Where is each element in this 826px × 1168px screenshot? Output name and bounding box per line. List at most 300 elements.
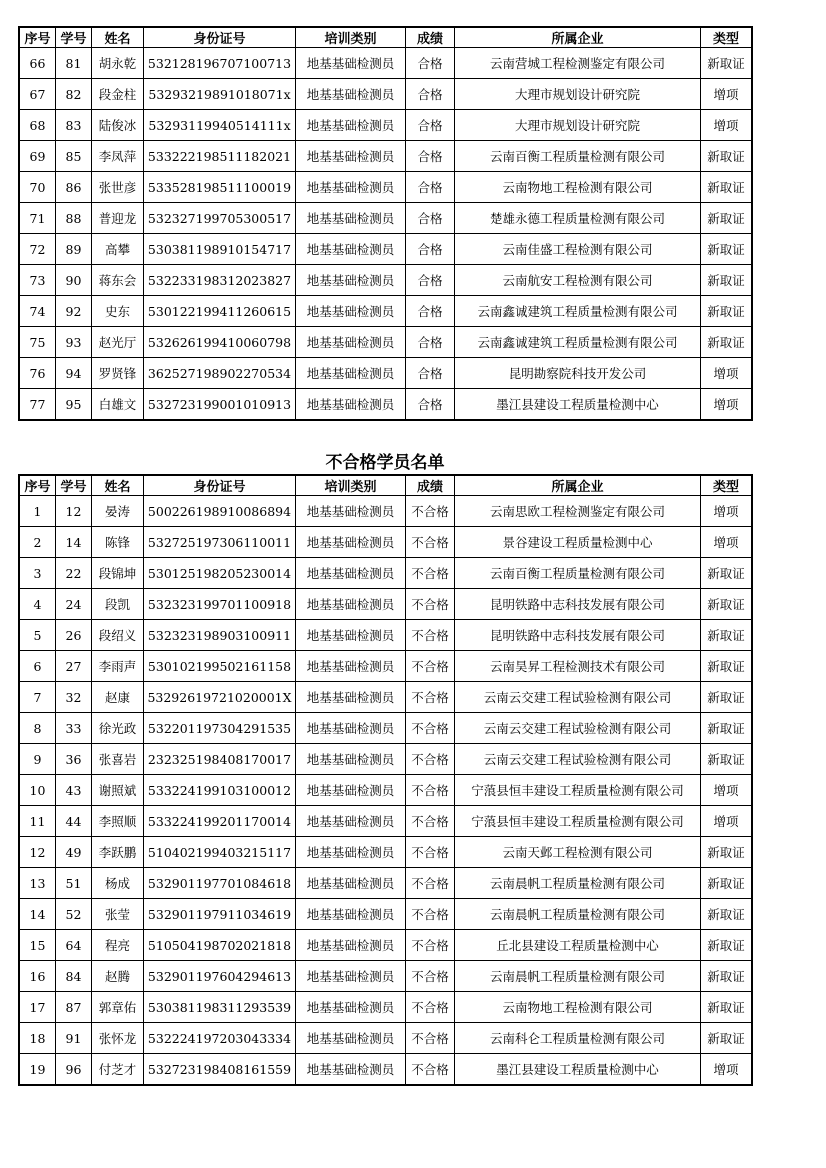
result-cell: 不合格	[406, 589, 455, 620]
seq-cell: 19	[20, 1054, 56, 1085]
company-cell: 云南晨帆工程质量检测有限公司	[455, 899, 701, 930]
name-cell: 胡永乾	[92, 48, 144, 79]
training-category-cell: 地基基础检测员	[296, 358, 406, 389]
student-no-cell: 88	[56, 203, 92, 234]
student-no-cell: 52	[56, 899, 92, 930]
name-cell: 张世彦	[92, 172, 144, 203]
table-row	[20, 620, 752, 651]
seq-cell: 75	[20, 327, 56, 358]
seq-cell: 2	[20, 527, 56, 558]
header-seq: 序号	[20, 476, 56, 496]
table-row	[20, 651, 752, 682]
header-seq: 序号	[20, 28, 56, 48]
student-no-cell: 95	[56, 389, 92, 420]
id-number-cell: 232325198408170017	[144, 744, 296, 775]
failed-list-title: 不合格学员名单	[325, 453, 445, 473]
training-category-cell: 地基基础检测员	[296, 775, 406, 806]
seq-cell: 71	[20, 203, 56, 234]
name-cell: 张喜岩	[92, 744, 144, 775]
id-number-cell: 532901197701084618	[144, 868, 296, 899]
id-number-cell: 530125198205230014	[144, 558, 296, 589]
seq-cell: 67	[20, 79, 56, 110]
training-category-cell: 地基基础检测员	[296, 1054, 406, 1085]
company-cell: 昆明铁路中志科技发展有限公司	[455, 620, 701, 651]
header-name: 姓名	[92, 28, 144, 48]
result-cell: 不合格	[406, 1054, 455, 1085]
id-number-cell: 533224199103100012	[144, 775, 296, 806]
table-row	[20, 48, 752, 79]
result-cell: 合格	[406, 358, 455, 389]
seq-cell: 3	[20, 558, 56, 589]
id-number-cell: 533222198511182021	[144, 141, 296, 172]
training-category-cell: 地基基础检测员	[296, 992, 406, 1023]
training-category-cell: 地基基础检测员	[296, 110, 406, 141]
table-row	[20, 682, 752, 713]
name-cell: 陈锋	[92, 527, 144, 558]
training-category-cell: 地基基础检测员	[296, 930, 406, 961]
student-no-cell: 32	[56, 682, 92, 713]
type-cell: 新取证	[701, 296, 752, 327]
student-no-cell: 81	[56, 48, 92, 79]
table-row	[20, 775, 752, 806]
table-row	[20, 558, 752, 589]
name-cell: 史东	[92, 296, 144, 327]
seq-cell: 4	[20, 589, 56, 620]
seq-cell: 70	[20, 172, 56, 203]
type-cell: 增项	[701, 775, 752, 806]
id-number-cell: 530102199502161158	[144, 651, 296, 682]
id-number-cell: 533224199201170014	[144, 806, 296, 837]
result-cell: 合格	[406, 265, 455, 296]
type-cell: 增项	[701, 79, 752, 110]
id-number-cell: 510504198702021818	[144, 930, 296, 961]
name-cell: 罗贤锋	[92, 358, 144, 389]
name-cell: 李雨声	[92, 651, 144, 682]
name-cell: 郭章佑	[92, 992, 144, 1023]
training-category-cell: 地基基础检测员	[296, 172, 406, 203]
name-cell: 高攀	[92, 234, 144, 265]
training-category-cell: 地基基础检测员	[296, 558, 406, 589]
name-cell: 李跃鹏	[92, 837, 144, 868]
name-cell: 付芝才	[92, 1054, 144, 1085]
id-number-cell: 53293119940514111x	[144, 110, 296, 141]
id-number-cell: 532901197911034619	[144, 899, 296, 930]
result-cell: 合格	[406, 327, 455, 358]
training-category-cell: 地基基础检测员	[296, 48, 406, 79]
name-cell: 张怀龙	[92, 1023, 144, 1054]
training-category-cell: 地基基础检测员	[296, 496, 406, 527]
company-cell: 云南天邺工程检测有限公司	[455, 837, 701, 868]
name-cell: 赵康	[92, 682, 144, 713]
student-no-cell: 91	[56, 1023, 92, 1054]
result-cell: 合格	[406, 141, 455, 172]
name-cell: 段锦坤	[92, 558, 144, 589]
student-no-cell: 82	[56, 79, 92, 110]
result-cell: 不合格	[406, 496, 455, 527]
seq-cell: 66	[20, 48, 56, 79]
company-cell: 云南思欧工程检测鉴定有限公司	[455, 496, 701, 527]
training-category-cell: 地基基础检测员	[296, 589, 406, 620]
student-no-cell: 24	[56, 589, 92, 620]
id-number-cell: 53293219891018071x	[144, 79, 296, 110]
type-cell: 新取证	[701, 682, 752, 713]
student-no-cell: 44	[56, 806, 92, 837]
type-cell: 新取证	[701, 837, 752, 868]
name-cell: 徐光政	[92, 713, 144, 744]
seq-cell: 12	[20, 837, 56, 868]
student-no-cell: 93	[56, 327, 92, 358]
table-row	[20, 79, 752, 110]
seq-cell: 72	[20, 234, 56, 265]
seq-cell: 5	[20, 620, 56, 651]
id-number-cell: 53292619721020001X	[144, 682, 296, 713]
training-category-cell: 地基基础检测员	[296, 713, 406, 744]
result-cell: 合格	[406, 48, 455, 79]
training-category-cell: 地基基础检测员	[296, 1023, 406, 1054]
name-cell: 谢照斌	[92, 775, 144, 806]
id-number-cell: 530122199411260615	[144, 296, 296, 327]
training-category-cell: 地基基础检测员	[296, 744, 406, 775]
training-category-cell: 地基基础检测员	[296, 806, 406, 837]
id-number-cell: 532626199410060798	[144, 327, 296, 358]
training-category-cell: 地基基础检测员	[296, 203, 406, 234]
student-no-cell: 94	[56, 358, 92, 389]
company-cell: 云南昊昇工程检测技术有限公司	[455, 651, 701, 682]
id-number-cell: 532901197604294613	[144, 961, 296, 992]
result-cell: 不合格	[406, 682, 455, 713]
student-no-cell: 92	[56, 296, 92, 327]
student-no-cell: 49	[56, 837, 92, 868]
type-cell: 新取证	[701, 868, 752, 899]
table-row	[20, 744, 752, 775]
type-cell: 新取证	[701, 651, 752, 682]
table-row	[20, 358, 752, 389]
id-number-cell: 532224197203043334	[144, 1023, 296, 1054]
company-cell: 墨江县建设工程质量检测中心	[455, 1054, 701, 1085]
company-cell: 云南营城工程检测鉴定有限公司	[455, 48, 701, 79]
header-company: 所属企业	[455, 476, 701, 496]
seq-cell: 15	[20, 930, 56, 961]
training-category-cell: 地基基础检测员	[296, 837, 406, 868]
name-cell: 普迎龙	[92, 203, 144, 234]
seq-cell: 1	[20, 496, 56, 527]
header-row	[20, 28, 752, 48]
seq-cell: 8	[20, 713, 56, 744]
table-row	[20, 296, 752, 327]
type-cell: 新取证	[701, 620, 752, 651]
seq-cell: 69	[20, 141, 56, 172]
id-number-cell: 500226198910086894	[144, 496, 296, 527]
result-cell: 不合格	[406, 775, 455, 806]
result-cell: 不合格	[406, 527, 455, 558]
table-row	[20, 327, 752, 358]
name-cell: 赵光厅	[92, 327, 144, 358]
type-cell: 新取证	[701, 961, 752, 992]
result-cell: 不合格	[406, 868, 455, 899]
name-cell: 杨成	[92, 868, 144, 899]
type-cell: 增项	[701, 496, 752, 527]
id-number-cell: 533528198511100019	[144, 172, 296, 203]
seq-cell: 6	[20, 651, 56, 682]
student-no-cell: 84	[56, 961, 92, 992]
company-cell: 宁蒗县恒丰建设工程质量检测有限公司	[455, 775, 701, 806]
table-row	[20, 110, 752, 141]
seq-cell: 11	[20, 806, 56, 837]
company-cell: 云南物地工程检测有限公司	[455, 992, 701, 1023]
student-no-cell: 64	[56, 930, 92, 961]
id-number-cell: 532723199001010913	[144, 389, 296, 420]
result-cell: 不合格	[406, 992, 455, 1023]
company-cell: 大理市规划设计研究院	[455, 79, 701, 110]
table-row	[20, 589, 752, 620]
student-no-cell: 27	[56, 651, 92, 682]
table-row	[20, 203, 752, 234]
student-no-cell: 96	[56, 1054, 92, 1085]
id-number-cell: 532323199701100918	[144, 589, 296, 620]
name-cell: 蒋东会	[92, 265, 144, 296]
student-no-cell: 26	[56, 620, 92, 651]
header-result: 成绩	[406, 476, 455, 496]
seq-cell: 10	[20, 775, 56, 806]
company-cell: 景谷建设工程质量检测中心	[455, 527, 701, 558]
student-no-cell: 86	[56, 172, 92, 203]
student-no-cell: 90	[56, 265, 92, 296]
table-row	[20, 806, 752, 837]
table-row	[20, 527, 752, 558]
company-cell: 云南佳盛工程检测有限公司	[455, 234, 701, 265]
type-cell: 增项	[701, 527, 752, 558]
header-id-number: 身份证号	[144, 476, 296, 496]
type-cell: 增项	[701, 1054, 752, 1085]
name-cell: 陆俊冰	[92, 110, 144, 141]
passed-roster-table	[19, 27, 752, 420]
result-cell: 合格	[406, 79, 455, 110]
training-category-cell: 地基基础检测员	[296, 389, 406, 420]
company-cell: 云南鑫诚建筑工程质量检测有限公司	[455, 296, 701, 327]
table-row	[20, 713, 752, 744]
student-no-cell: 87	[56, 992, 92, 1023]
result-cell: 合格	[406, 234, 455, 265]
id-number-cell: 532327199705300517	[144, 203, 296, 234]
type-cell: 新取证	[701, 327, 752, 358]
result-cell: 不合格	[406, 744, 455, 775]
result-cell: 不合格	[406, 620, 455, 651]
result-cell: 不合格	[406, 1023, 455, 1054]
training-category-cell: 地基基础检测员	[296, 141, 406, 172]
company-cell: 云南航安工程检测有限公司	[455, 265, 701, 296]
seq-cell: 14	[20, 899, 56, 930]
type-cell: 新取证	[701, 48, 752, 79]
training-category-cell: 地基基础检测员	[296, 682, 406, 713]
result-cell: 合格	[406, 110, 455, 141]
id-number-cell: 532201197304291535	[144, 713, 296, 744]
table-row	[20, 389, 752, 420]
name-cell: 李照顺	[92, 806, 144, 837]
type-cell: 新取证	[701, 589, 752, 620]
id-number-cell: 532725197306110011	[144, 527, 296, 558]
table-row	[20, 899, 752, 930]
company-cell: 云南百衡工程质量检测有限公司	[455, 558, 701, 589]
header-training-category: 培训类别	[296, 28, 406, 48]
name-cell: 晏涛	[92, 496, 144, 527]
seq-cell: 77	[20, 389, 56, 420]
student-no-cell: 33	[56, 713, 92, 744]
type-cell: 新取证	[701, 713, 752, 744]
seq-cell: 7	[20, 682, 56, 713]
seq-cell: 73	[20, 265, 56, 296]
company-cell: 大理市规划设计研究院	[455, 110, 701, 141]
id-number-cell: 532128196707100713	[144, 48, 296, 79]
training-category-cell: 地基基础检测员	[296, 79, 406, 110]
id-number-cell: 532323198903100911	[144, 620, 296, 651]
result-cell: 合格	[406, 172, 455, 203]
student-no-cell: 43	[56, 775, 92, 806]
type-cell: 增项	[701, 110, 752, 141]
student-no-cell: 85	[56, 141, 92, 172]
training-category-cell: 地基基础检测员	[296, 327, 406, 358]
seq-cell: 17	[20, 992, 56, 1023]
table-row	[20, 172, 752, 203]
student-no-cell: 51	[56, 868, 92, 899]
result-cell: 合格	[406, 389, 455, 420]
table-row	[20, 141, 752, 172]
failed-roster-table	[19, 475, 752, 1085]
seq-cell: 18	[20, 1023, 56, 1054]
student-no-cell: 89	[56, 234, 92, 265]
table-row	[20, 265, 752, 296]
result-cell: 不合格	[406, 961, 455, 992]
table-row	[20, 234, 752, 265]
type-cell: 新取证	[701, 744, 752, 775]
id-number-cell: 362527198902270534	[144, 358, 296, 389]
training-category-cell: 地基基础检测员	[296, 651, 406, 682]
training-category-cell: 地基基础检测员	[296, 899, 406, 930]
name-cell: 李凤萍	[92, 141, 144, 172]
id-number-cell: 530381198311293539	[144, 992, 296, 1023]
header-type: 类型	[701, 476, 752, 496]
company-cell: 楚雄永德工程质量检测有限公司	[455, 203, 701, 234]
training-category-cell: 地基基础检测员	[296, 296, 406, 327]
type-cell: 增项	[701, 806, 752, 837]
header-student-no: 学号	[56, 476, 92, 496]
result-cell: 不合格	[406, 899, 455, 930]
type-cell: 增项	[701, 358, 752, 389]
company-cell: 云南晨帆工程质量检测有限公司	[455, 868, 701, 899]
company-cell: 云南云交建工程试验检测有限公司	[455, 744, 701, 775]
student-no-cell: 83	[56, 110, 92, 141]
result-cell: 不合格	[406, 837, 455, 868]
company-cell: 云南鑫诚建筑工程质量检测有限公司	[455, 327, 701, 358]
company-cell: 昆明铁路中志科技发展有限公司	[455, 589, 701, 620]
student-no-cell: 22	[56, 558, 92, 589]
training-category-cell: 地基基础检测员	[296, 961, 406, 992]
type-cell: 新取证	[701, 203, 752, 234]
company-cell: 宁蒗县恒丰建设工程质量检测有限公司	[455, 806, 701, 837]
company-cell: 云南物地工程检测有限公司	[455, 172, 701, 203]
id-number-cell: 532233198312023827	[144, 265, 296, 296]
result-cell: 不合格	[406, 558, 455, 589]
seq-cell: 74	[20, 296, 56, 327]
seq-cell: 16	[20, 961, 56, 992]
table-row	[20, 868, 752, 899]
seq-cell: 68	[20, 110, 56, 141]
result-cell: 不合格	[406, 806, 455, 837]
type-cell: 新取证	[701, 172, 752, 203]
header-training-category: 培训类别	[296, 476, 406, 496]
header-company: 所属企业	[455, 28, 701, 48]
result-cell: 合格	[406, 296, 455, 327]
table-row	[20, 837, 752, 868]
type-cell: 新取证	[701, 992, 752, 1023]
company-cell: 昆明勘察院科技开发公司	[455, 358, 701, 389]
training-category-cell: 地基基础检测员	[296, 234, 406, 265]
result-cell: 不合格	[406, 651, 455, 682]
table-row	[20, 1023, 752, 1054]
table-row	[20, 930, 752, 961]
table-row	[20, 961, 752, 992]
table-row	[20, 496, 752, 527]
training-category-cell: 地基基础检测员	[296, 620, 406, 651]
header-type: 类型	[701, 28, 752, 48]
result-cell: 不合格	[406, 930, 455, 961]
type-cell: 增项	[701, 389, 752, 420]
company-cell: 云南晨帆工程质量检测有限公司	[455, 961, 701, 992]
company-cell: 墨江县建设工程质量检测中心	[455, 389, 701, 420]
name-cell: 段绍义	[92, 620, 144, 651]
header-name: 姓名	[92, 476, 144, 496]
result-cell: 合格	[406, 203, 455, 234]
table-row	[20, 1054, 752, 1085]
type-cell: 新取证	[701, 1023, 752, 1054]
company-cell: 云南云交建工程试验检测有限公司	[455, 713, 701, 744]
company-cell: 云南云交建工程试验检测有限公司	[455, 682, 701, 713]
training-category-cell: 地基基础检测员	[296, 265, 406, 296]
header-row	[20, 476, 752, 496]
company-cell: 丘北县建设工程质量检测中心	[455, 930, 701, 961]
training-category-cell: 地基基础检测员	[296, 527, 406, 558]
header-student-no: 学号	[56, 28, 92, 48]
student-no-cell: 14	[56, 527, 92, 558]
id-number-cell: 530381198910154717	[144, 234, 296, 265]
type-cell: 新取证	[701, 930, 752, 961]
training-category-cell: 地基基础检测员	[296, 868, 406, 899]
seq-cell: 76	[20, 358, 56, 389]
student-no-cell: 12	[56, 496, 92, 527]
name-cell: 段金柱	[92, 79, 144, 110]
table-row	[20, 992, 752, 1023]
type-cell: 新取证	[701, 141, 752, 172]
id-number-cell: 510402199403215117	[144, 837, 296, 868]
header-result: 成绩	[406, 28, 455, 48]
name-cell: 白雄文	[92, 389, 144, 420]
student-no-cell: 36	[56, 744, 92, 775]
company-cell: 云南科仑工程质量检测有限公司	[455, 1023, 701, 1054]
id-number-cell: 532723198408161559	[144, 1054, 296, 1085]
name-cell: 段凯	[92, 589, 144, 620]
company-cell: 云南百衡工程质量检测有限公司	[455, 141, 701, 172]
type-cell: 新取证	[701, 234, 752, 265]
name-cell: 张莹	[92, 899, 144, 930]
name-cell: 程亮	[92, 930, 144, 961]
type-cell: 新取证	[701, 558, 752, 589]
name-cell: 赵腾	[92, 961, 144, 992]
seq-cell: 9	[20, 744, 56, 775]
seq-cell: 13	[20, 868, 56, 899]
type-cell: 新取证	[701, 899, 752, 930]
header-id-number: 身份证号	[144, 28, 296, 48]
result-cell: 不合格	[406, 713, 455, 744]
type-cell: 新取证	[701, 265, 752, 296]
